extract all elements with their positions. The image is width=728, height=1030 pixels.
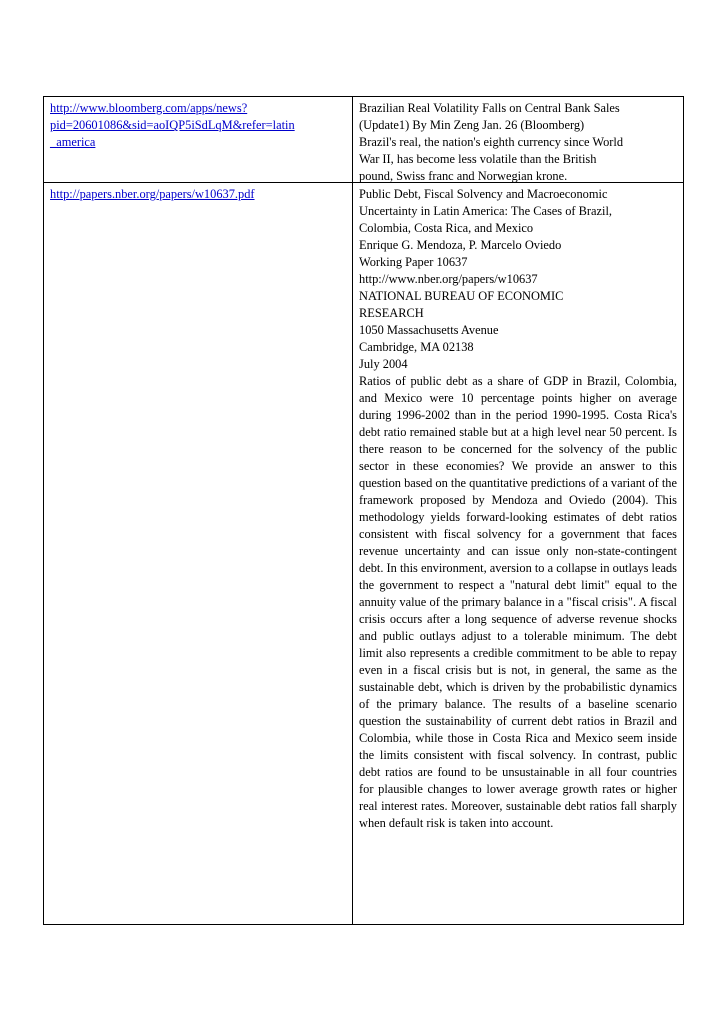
reference-table [43,96,684,925]
paper-title-line: Public Debt, Fiscal Solvency and Macroeconomic [359,187,608,201]
paper-title-line: Uncertainty in Latin America: The Cases of Brazil, [359,204,613,218]
paper-date: July 2004 [359,357,408,371]
address-line: Cambridge, MA 02138 [359,340,474,354]
paper-url: http://www.nber.org/papers/w10637 [359,272,538,286]
paper-title-line: Colombia, Costa Rica, and Mexico [359,221,534,235]
article-text-line: Brazil's real, the nation's eighth currency since World [359,135,624,149]
url-cell [44,183,353,924]
url-cell [44,97,353,182]
table-row [44,182,683,924]
source-link-line[interactable]: pid=20601086&sid=aoIQP5iSdLqM&refer=latin [50,118,295,132]
address-line: 1050 Massachusetts Avenue [359,323,499,337]
source-link-line[interactable]: _america [50,135,96,149]
article-byline-line: (Update1) By Min Zeng Jan. 26 (Bloomberg) [359,118,585,132]
publisher-line: NATIONAL BUREAU OF ECONOMIC [359,289,564,303]
paper-number: Working Paper 10637 [359,255,468,269]
article-title-line: Brazilian Real Volatility Falls on Central Bank Sales [359,101,620,115]
summary-cell [353,183,683,924]
publisher-line: RESEARCH [359,306,424,320]
table-row [44,97,683,182]
paper-abstract: Ratios of public debt as a share of GDP in Brazil, Colombia, and Mexico were 10 percentage points higher on average during 1996-2002 than in the period 1990-1995. Costa Rica's debt ratio remained stable but at a high level near 50 percent. Is there reason to be concerned for the solvency of the public sector in these economies? We provide an answer to this question based on the quantitative predictions of a variant of the framework proposed by Mendoza and Oviedo (2004). This methodology yields forward-looking estimates of debt ratios consistent with fiscal solvency for a government that faces revenue uncertainty and can issue only non-state-contingent debt. In this environment, aversion to a collapse in outlays leads the government to respect a "natural debt limit" equal to the annuity value of the primary balance in a "fiscal crisis". A fiscal crisis occurs after a long sequence of adverse revenue shocks and public outlays adjust to a tolerable minimum. The debt limit also represents a credible commitment to be able to repay even in a fiscal crisis but is not, in general, the same as the sustainable debt, which is driven by the probabilistic dynamics of the primary balance. The results of a baseline scenario question the sustainability of current debt ratios in Brazil and Colombia, while those in Costa Rica and Mexico seem inside the limits consistent with fiscal solvency. In contrast, public debt ratios are found to be unsustainable in all four countries for plausible changes to lower average growth rates or higher real interest rates. Moreover, sustainable debt ratios fall sharply when default risk is taken into account. [359,374,677,830]
article-text-line: War II, has become less volatile than the British [359,152,597,166]
source-link-line[interactable]: http://papers.nber.org/papers/w10637.pdf [50,187,255,201]
source-link-line[interactable]: http://www.bloomberg.com/apps/news? [50,101,248,115]
summary-cell [353,97,683,182]
paper-authors: Enrique G. Mendoza, P. Marcelo Oviedo [359,238,562,252]
article-text-line: pound, Swiss franc and Norwegian krone. [359,169,568,183]
